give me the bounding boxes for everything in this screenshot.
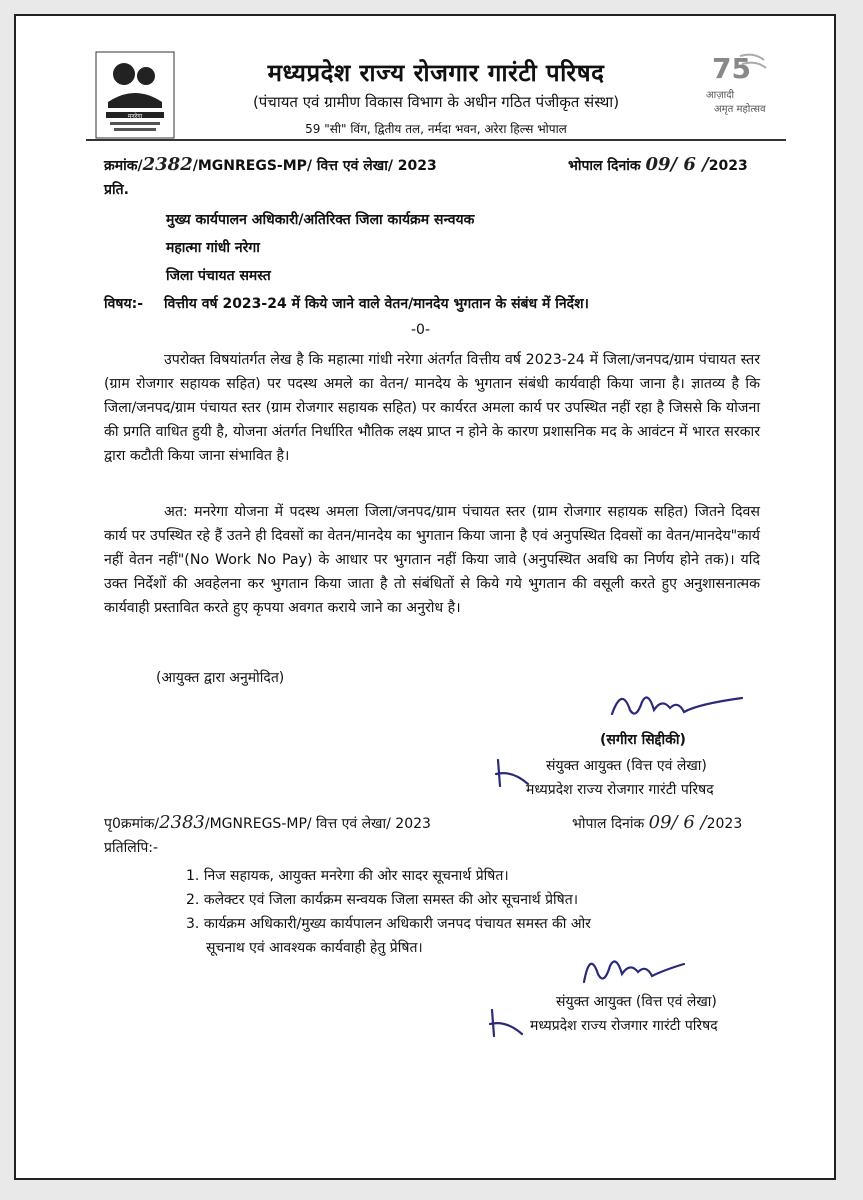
copy-reference-number: 2383 [159,812,205,833]
copy-date-handwritten: 09/ 6 / [648,812,707,833]
organization-title: मध्यप्रदेश राज्य रोजगार गारंटी परिषद [267,59,605,87]
signature-2-icon [572,942,692,990]
initial-mark-2-icon [486,1004,526,1044]
svg-text:75: 75 [712,52,751,85]
azadi-amrit-mahotsav-logo-icon [684,46,784,126]
reference-date-line [568,154,748,175]
header-divider [86,139,786,141]
organization-subtitle: (पंचायत एवं ग्रामीण विकास विभाग के अधीन गठित पंजीकृत संस्था) [252,93,620,111]
mgnrega-emblem-icon [94,50,176,140]
copy-reference-suffix: /MGNREGS-MP/ वित्त एवं लेखा/ 2023 [204,816,431,832]
signature-1-icon [602,680,752,724]
separator: -0- [411,322,431,338]
body-paragraph-1: उपरोक्त विषयांतर्गत लेख है कि महात्मा गांधी नरेगा अंतर्गत वित्तीय वर्ष 2023-24 में जिला/जनपद/ग्राम पंचायत स्तर (ग्राम रोजगार सहायक सहित) पर पदस्थ अमले का वेतन/ मानदेय के भुगतान संबंधी कार्यवाही किया जाना है। ज्ञातव्य है कि जिला/जनपद/ग्राम पंचायत स्तर (ग्राम रोजगार सहायक सहित) पर कार्यरत अमला कार्य पर उपस्थित नहीं रहा है जिससे कि योजना की प्रगति वाधित हुयी है, योजना अंतर्गत निर्धारित भौतिक लक्ष्य प्राप्त न होने के कारण प्रशासनिक मद के आवंटन में भारत सरकार द्वारा कटौती किया जाना संभावित है। [104,352,760,464]
approval-note: (आयुक्त द्वारा अनुमोदित) [156,670,285,686]
addressee-1: मुख्य कार्यपालन अधिकारी/अतिरिक्त जिला कार्यक्रम सन्वयक [166,212,475,228]
copy-reference-prefix: पृ0क्रमांक/ [104,816,160,832]
copy-reference-line [104,812,431,833]
subject-text: वित्तीय वर्ष 2023-24 में किये जाने वाले वेतन/मानदेय भुगतान के संबंध में निर्देश। [164,296,589,312]
copy-date-year: 2023 [706,816,743,832]
to-label: प्रति. [104,182,129,198]
signatory-designation: संयुक्त आयुक्त (वित्त एवं लेखा) [546,758,707,774]
svg-text:आज़ादी: आज़ादी [706,90,735,101]
subject-label: विषय:- [104,296,144,312]
copy-item-3-continued: सूचनाथ एवं आवश्यक कार्यवाही हेतु प्रेषित। [206,940,423,956]
addressee-2: महात्मा गांधी नरेगा [166,240,260,256]
reference-number: 2382 [142,154,193,175]
date-label: भोपाल दिनांक [568,158,641,174]
copy-signatory-designation: संयुक्त आयुक्त (वित्त एवं लेखा) [556,994,717,1010]
reference-suffix: /MGNREGS-MP/ वित्त एवं लेखा/ 2023 [192,158,437,174]
svg-text:अमृत महोत्सव: अमृत महोत्सव [714,104,766,115]
date-year: 2023 [708,158,748,174]
copy-signatory-organization: मध्यप्रदेश राज्य रोजगार गारंटी परिषद [530,1018,718,1034]
body-paragraph-2: अत: मनरेगा योजना में पदस्थ अमला जिला/जनपद/ग्राम पंचायत स्तर (ग्राम रोजगार सहायक सहित) जितने दिवस कार्य पर उपस्थित रहे हैं उतने ही दिवसों का वेतन/मानदेय का भुगतान किया जाना है एवं अनुपस्थित दिवसों का वेतन/मानदेय"कार्य नहीं वेतन नहीं"(No Work No Pay) के आधार पर भुगतान नहीं किया जावे (अनुपस्थित अवधि का निर्णय होने तक)। यदि उक्त निर्देशों की अवहेलना कर भुगतान किया जाता है तो संबंधितों से किये गये भुगतान की वसूली करते हुए अनुशासनात्मक कार्यवाही प्रस्तावित करते हुए कृपया अवगत कराये जाने का अनुरोध है। [104,504,760,616]
copy-label: प्रतिलिपि:- [104,840,159,856]
copy-item-2: 2. कलेक्टर एवं जिला कार्यक्रम सन्वयक जिला समस्त की ओर सूचनार्थ प्रेषित। [186,892,579,908]
addressee-3: जिला पंचायत समस्त [166,268,271,284]
signatory-name: (सगीरा सिद्दीकी) [600,732,686,748]
reference-prefix: क्रमांक/ [104,158,143,174]
organization-address: 59 "सी" विंग, द्वितीय तल, नर्मदा भवन, अरेरा हिल्स भोपाल [305,122,567,136]
letter-page [14,14,836,1180]
copy-reference-date-line [572,812,742,833]
copy-date-label: भोपाल दिनांक [572,816,645,832]
signatory-organization: मध्यप्रदेश राज्य रोजगार गारंटी परिषद [526,782,714,798]
copy-item-3: 3. कार्यक्रम अधिकारी/मुख्य कार्यपालन अधिकारी जनपद पंचायत समस्त की ओर [186,916,591,932]
date-handwritten: 09/ 6 / [645,154,709,175]
copy-item-1: 1. निज सहायक, आयुक्त मनरेगा की ओर सादर सूचनार्थ प्रेषित। [186,868,509,884]
svg-text:मनरेगा: मनरेगा [127,113,143,120]
reference-line [104,154,437,175]
